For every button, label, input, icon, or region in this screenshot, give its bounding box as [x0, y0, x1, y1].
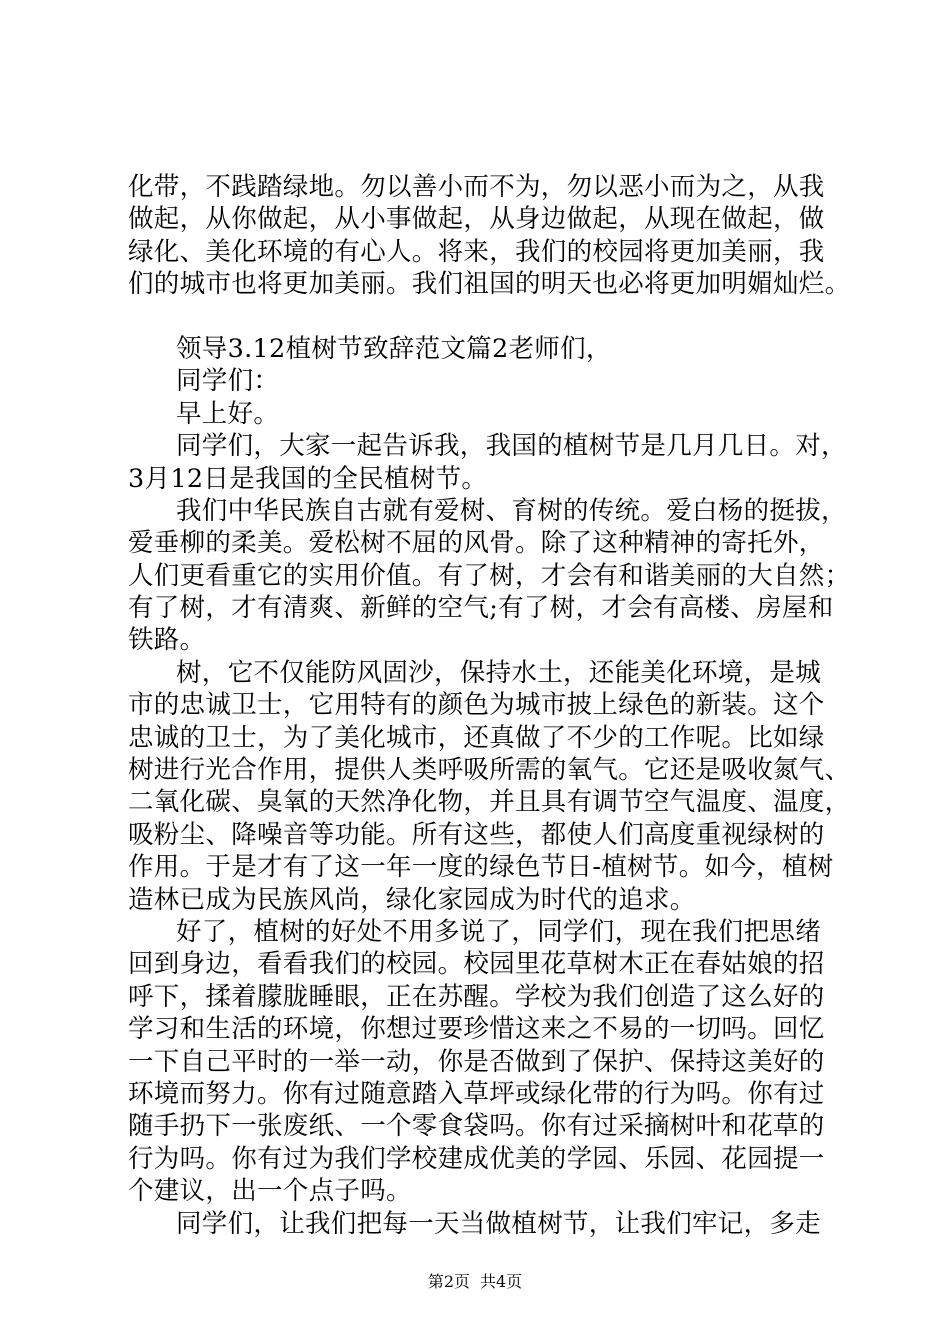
text-line: 随手扔下一张废纸、一个零食袋吗。你有过采摘树叶和花草的 [128, 1111, 825, 1142]
text-line: 我们中华民族自古就有爱树、育树的传统。爱白杨的挺拔， [176, 495, 847, 526]
paragraph-spacer [128, 301, 828, 333]
page-total: 共4页 [480, 1272, 523, 1291]
text-line: 回到身边，看看我们的校园。校园里花草树木正在春姑娘的招 [128, 949, 825, 980]
text-line: 作用。于是才有了这一年一度的绿色节日-植树节。如今，植树 [128, 852, 834, 883]
paragraph-3 [128, 657, 851, 916]
text-line: 树进行光合作用，提供人类呼吸所需的氧气。它还是吸收氮气、 [128, 755, 851, 786]
paragraph-continued [128, 171, 851, 301]
paragraph-5 [128, 1208, 828, 1240]
text-line: 同学们，大家一起告诉我，我国的植树节是几月几日。对， [176, 431, 847, 462]
text-line: 同学们，让我们把每一天当做植树节，让我们牢记，多走 [176, 1208, 822, 1239]
text-line: 学习和生活的环境，你想过要珍惜这来之不易的一切吗。回忆 [128, 1014, 825, 1045]
text-line: 市的忠诚卫士，它用特有的颜色为城市披上绿色的新装。这个 [128, 690, 825, 721]
text-line: 环境而努力。你有过随意踏入草坪或绿化带的行为吗。你有过 [128, 1078, 825, 1109]
text-line: 一下自己平时的一举一动，你是否做到了保护、保持这美好的 [128, 1046, 825, 1077]
text-line: 造林已成为民族风尚，绿化家园成为时代的追求。 [128, 884, 696, 915]
text-line: 吸粉尘、降噪音等功能。所有这些，都使人们高度重视绿树的 [128, 819, 825, 850]
text-line: 们的城市也将更加美丽。我们祖国的明天也必将更加明媚灿烂。 [128, 269, 851, 300]
text-line: 呼下，揉着朦胧睡眼，正在苏醒。学校为我们创造了这么好的 [128, 981, 825, 1012]
paragraph-1 [128, 430, 847, 495]
text-line: 绿化、美化环境的有心人。将来，我们的校园将更加美丽，我 [128, 236, 825, 267]
text-line: 忠诚的卫士，为了美化城市，还真做了不少的工作呢。比如绿 [128, 722, 825, 753]
text-line: 好了，植树的好处不用多说了，同学们，现在我们把思绪 [176, 916, 822, 947]
text-line: 铁路。 [128, 625, 206, 656]
text-line: 3月12日是我国的全民植树节。 [128, 463, 488, 494]
page-number: 第2页 [427, 1272, 470, 1291]
text-line: 做起，从你做起，从小事做起，从身边做起，从现在做起，做 [128, 204, 825, 235]
greeting: 早上好。 [176, 398, 280, 429]
page-footer [0, 1272, 950, 1292]
text-line: 人们更看重它的实用价值。有了树，才会有和谐美丽的大自然； [128, 560, 851, 591]
paragraph-4 [128, 916, 828, 1208]
text-line: 化带，不践踏绿地。勿以善小而不为，勿以恶小而为之，从我 [128, 172, 825, 202]
document-body [128, 171, 851, 1240]
text-line: 爱垂柳的柔美。爱松树不屈的风骨。除了这种精神的寄托外， [128, 528, 825, 559]
text-line: 个建议，出一个点子吗。 [128, 1176, 412, 1207]
text-line: 二氧化碳、臭氧的天然净化物，并且具有调节空气温度、温度， [128, 787, 851, 818]
text-line: 有了树，才有清爽、新鲜的空气;有了树，才会有高楼、房屋和 [128, 593, 834, 624]
text-line: 行为吗。你有过为我们学校建成优美的学园、乐园、花园提一 [128, 1143, 825, 1174]
paragraph-2 [128, 495, 851, 657]
section-heading: 领导3.12植树节致辞范文篇2老师们， [176, 333, 612, 364]
text-line: 树，它不仅能防风固沙，保持水土，还能美化环境，是城 [176, 657, 822, 688]
salutation: 同学们： [176, 366, 280, 397]
